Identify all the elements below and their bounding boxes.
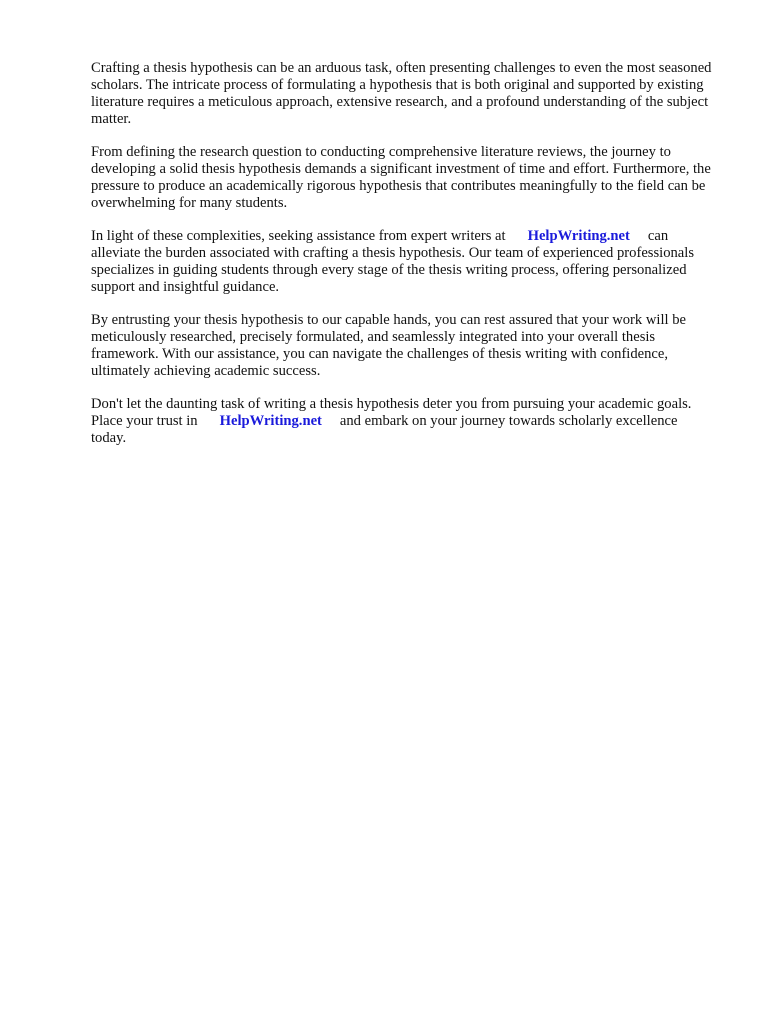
paragraph-assistance-text-end: can alleviate the burden associated with crafting a thesis hypothesis. Our team of experienced professionals specializes in guiding students through every stage of the thesis writing process, offering personalized support and insightful guidance. <box>91 228 695 295</box>
paragraph-assistance <box>91 228 712 296</box>
paragraph-journey: From defining the research question to conducting comprehensive literature reviews, the journey to developing a solid thesis hypothesis demands a significant investment of time and effort. Furthermore, the pressure to produce an academically rigorous hypothesis that contributes meaningfully to the field can be overwhelming for many students. <box>91 144 711 211</box>
paragraph-assistance-text-start: In light of these complexities, seeking assistance from expert writers at <box>91 228 506 244</box>
helpwriting-link[interactable]: HelpWriting.net <box>527 228 630 244</box>
paragraph-closing <box>91 396 712 447</box>
paragraph-closing-text-end: and embark on your journey towards scholarly excellence today. <box>91 413 678 446</box>
paragraph-intro: Crafting a thesis hypothesis can be an arduous task, often presenting challenges to even the most seasoned scholars. The intricate process of formulating a hypothesis that is both original and supported by existing literature requires a meticulous approach, extensive research, and a profound understanding of the subject matter. <box>91 60 712 127</box>
paragraph-entrusting: By entrusting your thesis hypothesis to our capable hands, you can rest assured that your work will be meticulously researched, precisely formulated, and seamlessly integrated into your overall thesis framework. With our assistance, you can navigate the challenges of thesis writing with confidence, ultimately achieving academic success. <box>91 312 686 379</box>
paragraph-closing-text-start: Don't let the daunting task of writing a thesis hypothesis deter you from pursuing your academic goals. Place your trust in <box>91 396 692 429</box>
helpwriting-link-closing[interactable]: HelpWriting.net <box>219 413 322 429</box>
